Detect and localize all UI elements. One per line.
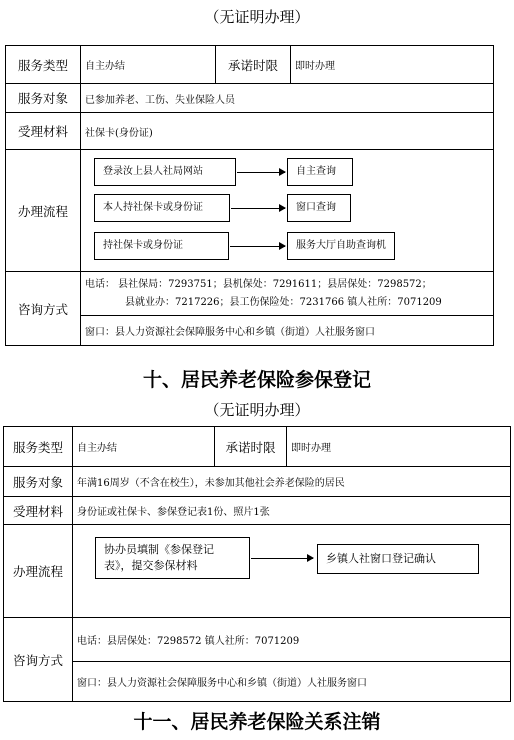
process-flow-cell — [81, 150, 494, 272]
time-limit-value: 即时办理 — [291, 46, 494, 84]
process-flow-cell — [73, 525, 511, 618]
consult-window: 窗口：县人力资源社会保障服务中心和乡镇（街道）人社服务窗口 — [81, 316, 494, 346]
process-label: 办理流程 — [6, 150, 81, 272]
consult-phone-line-1: 电话： 县社保局：7293751；县机保处：7291611；县居保处：7298572； — [85, 278, 432, 290]
time-limit-label: 承诺时限 — [215, 427, 287, 467]
time-limit-label: 承诺时限 — [216, 46, 291, 84]
materials-value: 身份证或社保卡、参保登记表1份、照片1张 — [73, 497, 511, 525]
flow-step-1-box: 登录汝上县人社局网站 — [94, 158, 236, 186]
process-label: 办理流程 — [4, 525, 73, 618]
flow-result-2-box: 窗口查询 — [287, 194, 351, 222]
service-type-value: 自主办结 — [81, 46, 216, 84]
section11-heading: 十一、居民养老保险关系注销 — [133, 711, 381, 733]
arrow-right-icon — [230, 246, 285, 247]
consult-window: 窗口：县人力资源社会保障服务中心和乡镇（街道）人社服务窗口 — [73, 662, 511, 702]
time-limit-value: 即时办理 — [287, 427, 511, 467]
flow-result-3-box: 服务大厅自助查询机 — [287, 232, 395, 260]
arrow-right-icon — [231, 208, 285, 209]
flow-step-3-box: 持社保卡或身份证 — [94, 232, 229, 260]
consult-label: 咨询方式 — [4, 618, 73, 702]
service-target-label: 服务对象 — [4, 467, 73, 497]
materials-label: 受理材料 — [4, 497, 73, 525]
section10-heading: 十、居民养老保险参保登记 — [142, 369, 371, 391]
materials-label: 受理材料 — [6, 113, 81, 150]
section10-note: （无证明办理） — [204, 401, 310, 419]
consult-phone: 电话：县居保处：7298572 镇人社所：7071209 — [73, 618, 511, 662]
service-target-label: 服务对象 — [6, 84, 81, 113]
materials-value: 社保卡(身份证) — [81, 113, 494, 150]
arrow-right-icon — [237, 172, 285, 173]
consult-phone — [81, 272, 494, 316]
section9-note: （无证明办理） — [204, 8, 310, 26]
flow-result-1-box: 自主查询 — [287, 158, 353, 186]
flow-step-box: 协办员填制《参保登记表》，提交参保材料 — [95, 537, 250, 579]
arrow-right-icon — [251, 558, 313, 559]
service-target-value: 年满16周岁（不含在校生），未参加其他社会养老保险的居民 — [73, 467, 511, 497]
section10-table — [3, 426, 511, 702]
consult-label: 咨询方式 — [6, 272, 81, 346]
flow-result-box: 乡镇人社窗口登记确认 — [317, 544, 479, 574]
process-flow — [81, 150, 493, 271]
flow-step-2-box: 本人持社保卡或身份证 — [94, 194, 230, 222]
service-type-label: 服务类型 — [4, 427, 73, 467]
section9-table — [5, 45, 494, 346]
service-type-value: 自主办结 — [73, 427, 215, 467]
service-type-label: 服务类型 — [6, 46, 81, 84]
service-target-value: 已参加养老、工伤、失业保险人员 — [81, 84, 494, 113]
process-flow — [73, 525, 510, 617]
consult-phone-line-2: 县就业办：7217226；县工伤保险处：7231766 镇人社所：7071209 — [125, 296, 442, 308]
